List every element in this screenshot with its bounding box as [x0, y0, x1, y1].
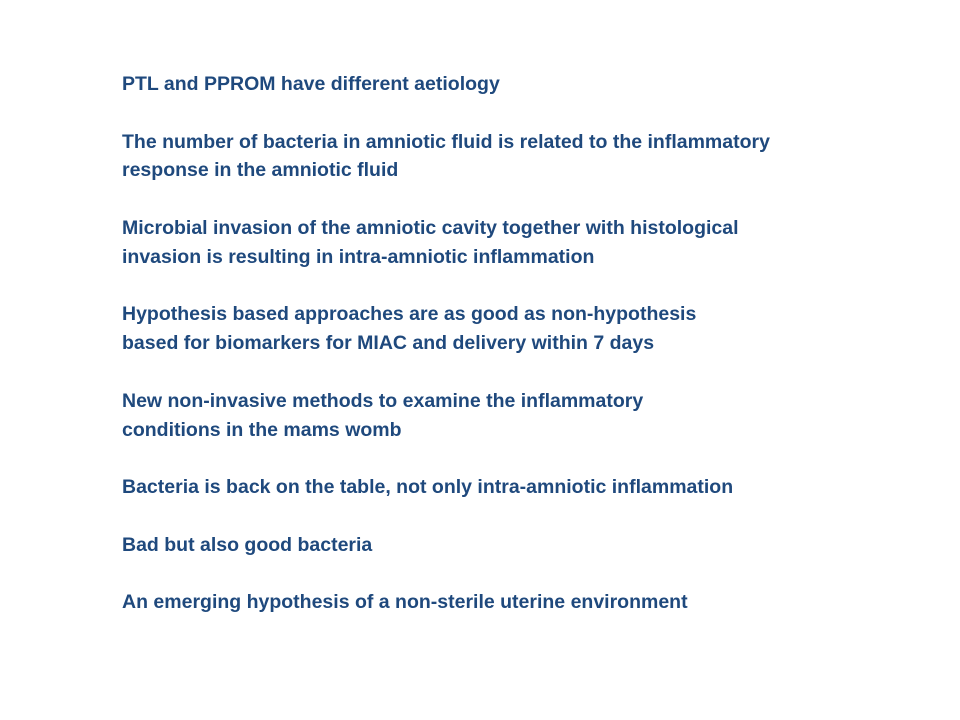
- spacer: [122, 185, 922, 214]
- point-3: [122, 214, 922, 272]
- spacer: [122, 272, 922, 301]
- point-2-line-1: The number of bacteria in amniotic fluid is related to the inflammatory: [122, 130, 770, 153]
- point-8: [122, 588, 922, 617]
- point-4-line-1: Hypothesis based approaches are as good as non-hypothesis: [122, 303, 697, 326]
- point-3-line-1: Microbial invasion of the amniotic cavity together with histological: [122, 216, 739, 239]
- point-4: [122, 300, 922, 358]
- point-1-line-1: PTL and PPROM have different aetiology: [122, 73, 500, 95]
- point-8-line-1: An emerging hypothesis of a non-sterile uterine environment: [122, 591, 688, 614]
- point-2: [122, 128, 922, 186]
- point-6: [122, 473, 922, 502]
- spacer: [122, 502, 922, 531]
- point-7-line-1: Bad but also good bacteria: [122, 533, 373, 556]
- point-5-line-1: New non-invasive methods to examine the inflammatory: [122, 389, 644, 412]
- spacer: [122, 358, 922, 387]
- point-5-line-2: conditions in the mams womb: [122, 418, 402, 441]
- point-1: [122, 70, 922, 99]
- point-6-line-1: Bacteria is back on the table, not only intra-amniotic inflammation: [122, 476, 734, 499]
- spacer: [122, 99, 922, 128]
- point-2-line-2: response in the amniotic fluid: [122, 159, 399, 182]
- summary-points: [122, 70, 922, 617]
- point-3-line-2: invasion is resulting in intra-amniotic inflammation: [122, 245, 595, 268]
- spacer: [122, 560, 922, 589]
- point-7: [122, 531, 922, 560]
- spacer: [122, 444, 922, 473]
- point-5: [122, 387, 922, 445]
- point-4-line-2: based for biomarkers for MIAC and delivery within 7 days: [122, 332, 655, 355]
